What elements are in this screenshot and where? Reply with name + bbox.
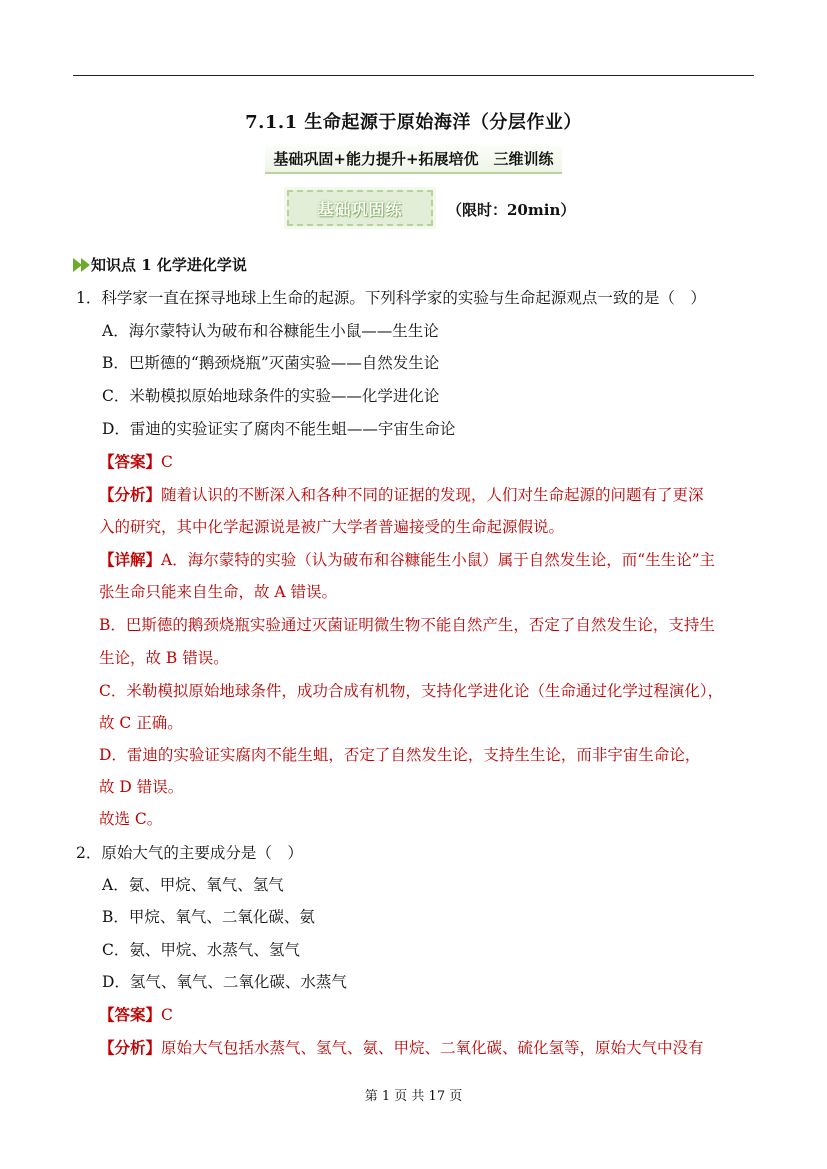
analysis-tag: 【分析】 [99,1038,162,1057]
question-1-stem: 1．科学家一直在探寻地球上生命的起源。下列科学家的实验与生命起源观点一致的是（ ） [76,289,706,307]
question-1-detail-line: 张生命只能来自生命，故 A 错误。 [99,583,338,601]
question-1-option-c: C．米勒模拟原始地球条件的实验——化学进化论 [102,387,440,405]
question-1-detail-line: D．雷迪的实验证实腐肉不能生蛆，否定了自然发生论，支持生生论，而非宇宙生命论， [99,746,701,764]
question-1-option-d: D．雷迪的实验证实了腐肉不能生蛆——宇宙生命论 [102,420,456,438]
answer-value: C [161,1006,173,1024]
knowledge-point-heading [73,254,247,275]
answer-tag: 【答案】 [99,1005,162,1024]
badge-label: 基础巩固练 [317,199,403,219]
detail-text: A．海尔蒙特的实验（认为破布和谷糠能生小鼠）属于自然发生论，而“生生论”主 [161,551,716,569]
question-1-analysis [99,484,704,506]
question-1-conclusion: 故选 C。 [99,810,163,828]
answer-tag: 【答案】 [99,452,162,471]
page-subtitle: 基础巩固+能力提升+拓展培优 三维训练 [265,146,561,174]
detail-tag: 【详解】 [99,550,162,569]
question-2-option-d: D．氢气、氧气、二氧化碳、水蒸气 [102,973,347,991]
question-1-detail-line: 生论，故 B 错误。 [99,649,229,667]
question-1-detail [99,549,715,571]
question-1-detail-line: B．巴斯德的鹅颈烧瓶实验通过灭菌证明微生物不能自然产生，否定了自然发生论，支持生 [99,616,715,634]
analysis-tag: 【分析】 [99,485,162,504]
question-2-option-c: C．氨、甲烷、水蒸气、氢气 [102,941,300,959]
analysis-text: 原始大气包括水蒸气、氢气、氨、甲烷、二氧化碳、硫化氢等，原始大气中没有 [161,1039,704,1057]
question-1-option-b: B．巴斯德的“鹅颈烧瓶”灭菌实验——自然发生论 [102,354,440,372]
question-1-answer [99,451,173,473]
page-title: 7.1.1 生命起源于原始海洋（分层作业） [245,112,582,133]
question-1-detail-line: 故 C 正确。 [99,714,183,732]
question-1-detail-line: C．米勒模拟原始地球条件，成功合成有机物，支持化学进化论（生命通过化学过程演化）， [99,682,724,700]
section-badge [287,190,433,226]
question-1-option-a: A．海尔蒙特认为破布和谷糠能生小鼠——生生论 [102,322,439,340]
question-2-option-a: A．氨、甲烷、氧气、氢气 [102,876,284,894]
double-chevron-right-icon [73,258,89,272]
header-rule [73,75,754,76]
answer-value: C [161,453,173,471]
knowledge-point-label: 知识点 1 化学进化学说 [91,256,247,274]
question-1-detail-line: 故 D 错误。 [99,778,184,796]
question-2-stem: 2．原始大气的主要成分是（ ） [76,844,303,862]
analysis-text: 随着认识的不断深入和各种不同的证据的发现，人们对生命起源的问题有了更深 [161,486,704,504]
question-2-analysis [99,1037,704,1059]
time-limit: （限时：20min） [447,201,576,219]
page-footer: 第 1 页 共 17 页 [364,1089,463,1104]
question-2-option-b: B．甲烷、氧气、二氧化碳、氨 [102,908,315,926]
question-1-analysis-cont: 入的研究，其中化学起源说是被广大学者普遍接受的生命起源假说。 [99,518,565,536]
question-2-answer [99,1004,173,1026]
